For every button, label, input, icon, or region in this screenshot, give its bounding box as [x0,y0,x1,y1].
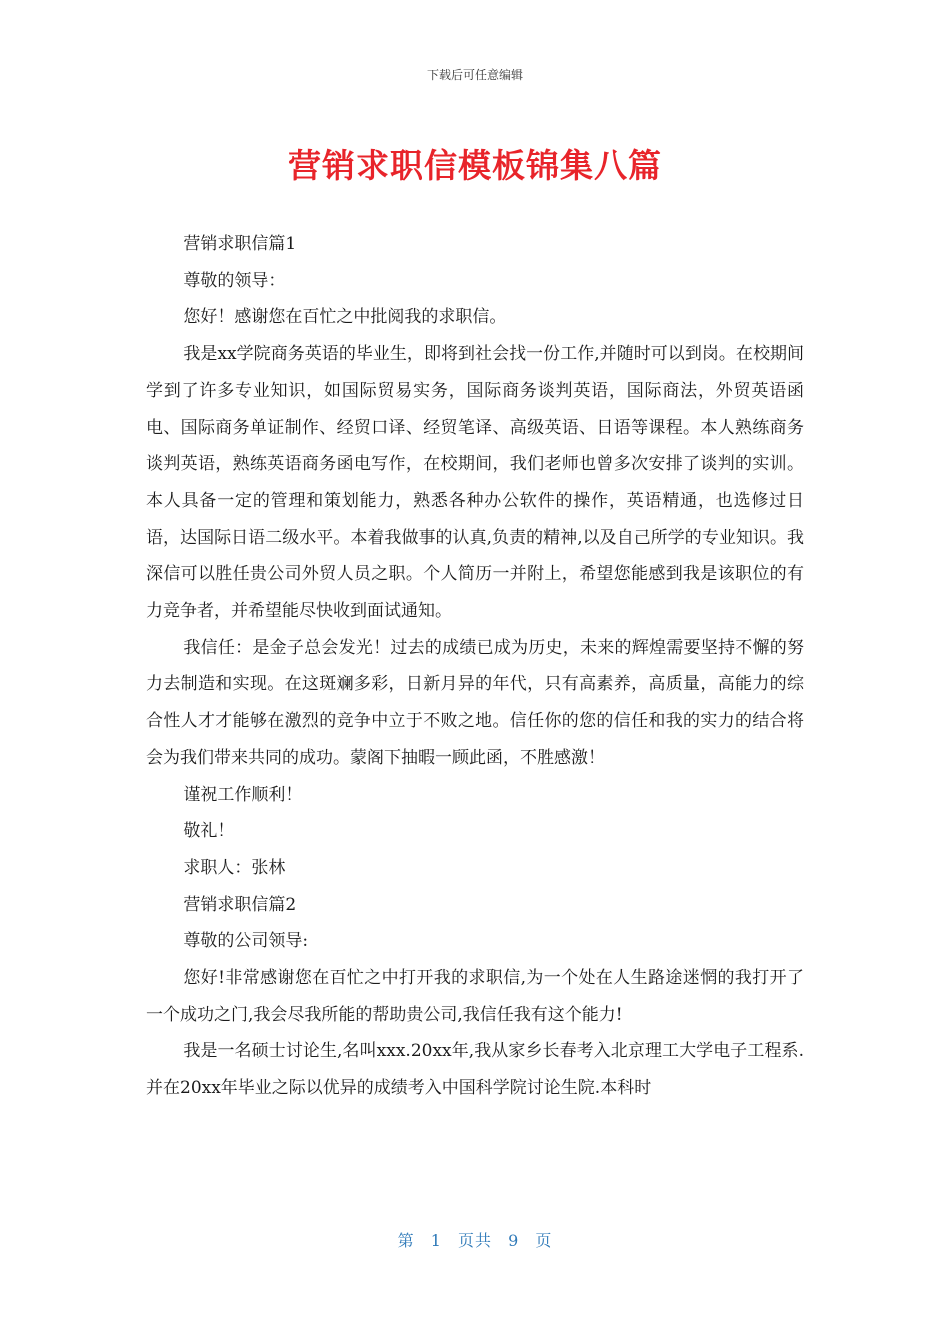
page-current: 1 [430,1231,442,1250]
page-footer [0,1228,950,1251]
closing-line: 敬礼！ [183,821,235,842]
body-paragraph: 我是xx学院商务英语的毕业生，即将到社会找一份工作,并随时可以到岗。在校期间学到了许多专业知识，如国际贸易实务，国际商务谈判英语，国际商法，外贸英语函电、国际商务单证制作、经贸口译、经贸笔译、高级英语、日语等课程。本人熟练商务谈判英语，熟练英语商务函电写作，在校期间，我们老师也曾多次安排了谈判的实训。本人具备一定的管理和策划能力，熟悉各种办公软件的操作，英语精通，也选修过日语，达国际日语二级水平。本着我做事的认真,负责的精神,以及自己所学的专业知识。我深信可以胜任贵公司外贸人员之职。个人简历一并附上，希望您能感到我是该职位的有力竞争者，并希望能尽快收到面试通知。 [146,344,804,622]
salutation-1: 尊敬的领导： [183,270,286,291]
header-note: 下载后可任意编辑 [426,68,523,82]
page-label-suffix: 页 [535,1231,553,1250]
document-body [146,226,804,1107]
section-heading-2: 营销求职信篇2 [183,894,297,915]
section-heading-1: 营销求职信篇1 [183,234,297,254]
document-title: 营销求职信模板锦集八篇 [288,146,662,185]
page-label-prefix: 第 [397,1231,415,1250]
page-label-middle: 页共 [457,1231,492,1250]
signature-line: 求职人：张林 [183,857,286,878]
salutation-2: 尊敬的公司领导: [183,931,309,952]
closing-line: 谨祝工作顺利！ [183,784,303,805]
body-paragraph: 我是一名硕士讨论生,名叫xxx.20xx年,我从家乡长春考入北京理工大学电子工程系.并在20xx年毕业之际以优异的成绩考入中国科学院讨论生院.本科时 [146,1041,804,1099]
body-paragraph: 我信任：是金子总会发光！过去的成绩已成为历史，未来的辉煌需要坚持不懈的努力去制造和实现。在这斑斓多彩，日新月异的年代，只有高素养，高质量，高能力的综合性人才才能够在激烈的竞争中立于不败之地。信任你的您的信任和我的实力的结合将会为我们带来共同的成功。蒙阁下抽暇一顾此函，不胜感激！ [146,637,804,768]
body-paragraph: 您好!非常感谢您在百忙之中打开我的求职信,为一个处在人生路途迷惘的我打开了一个成功之门,我会尽我所能的帮助贵公司,我信任我有这个能力! [146,968,804,1025]
page-total: 9 [508,1231,520,1250]
body-paragraph: 您好！感谢您在百忙之中批阅我的求职信。 [183,307,507,328]
